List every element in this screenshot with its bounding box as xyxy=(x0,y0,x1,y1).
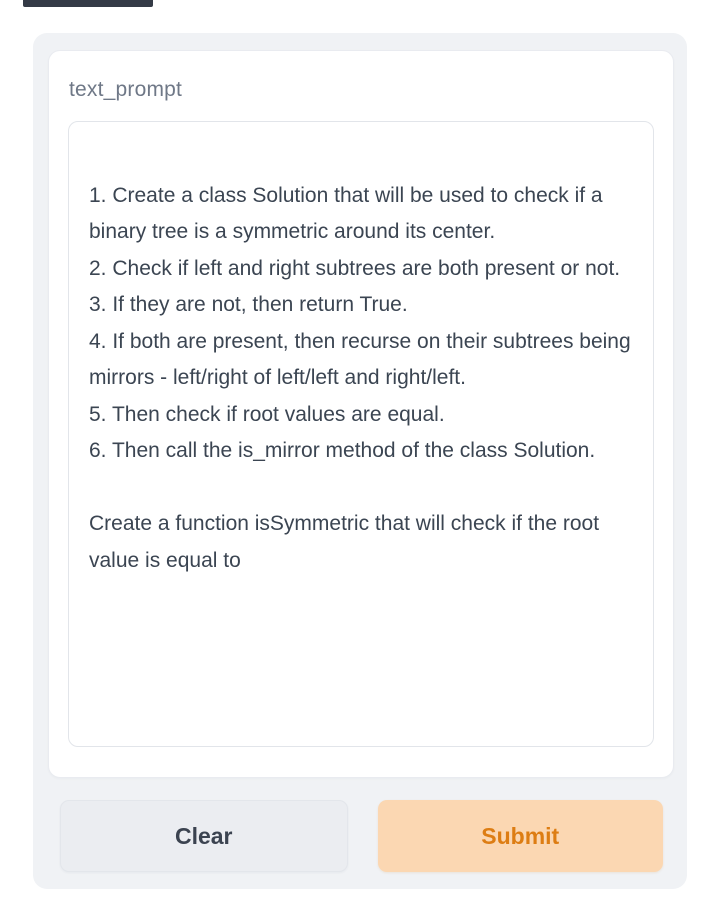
text-prompt-label: text_prompt xyxy=(69,78,183,101)
top-progress-bar xyxy=(23,0,153,7)
submit-button[interactable]: Submit xyxy=(378,800,664,872)
form-panel xyxy=(33,33,687,889)
clear-button[interactable]: Clear xyxy=(60,800,348,872)
button-row xyxy=(48,800,674,872)
text-prompt-card xyxy=(48,50,674,778)
text-prompt-input[interactable] xyxy=(68,121,654,747)
